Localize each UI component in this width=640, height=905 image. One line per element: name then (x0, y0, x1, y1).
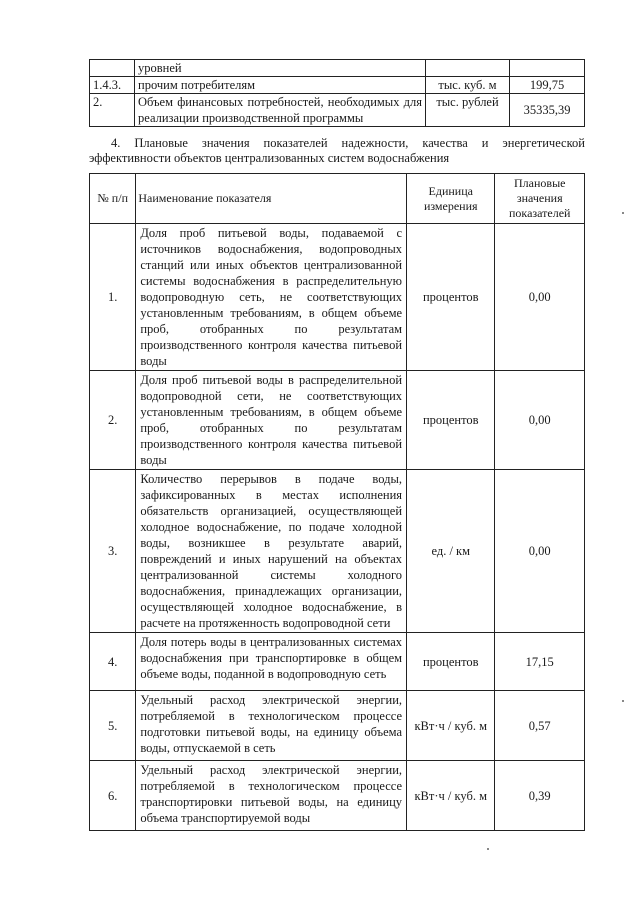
table-row (90, 761, 585, 831)
row-value: 199,75 (510, 77, 585, 94)
financial-table (89, 59, 585, 127)
table-row (90, 470, 585, 633)
row-value: 35335,39 (510, 94, 585, 127)
row-unit: процентов (407, 633, 495, 691)
table-row (90, 691, 585, 761)
header-number: № п/п (90, 174, 136, 224)
section-heading: 4. Плановые значения показателей надежности, качества и энергетической эффективности объектов централизованных систем водоснабжения (89, 136, 585, 165)
row-value: 17,15 (495, 633, 585, 691)
row-name: Количество перерывов в подаче воды, зафиксированных в местах исполнения обязательств организацией, осуществляющей холодное водоснабжение, по подаче холодной воды, возникшее в результате аварий, повреждений и иных нарушений на объектах централизованной системы холодного водоснабжения, принадлежащих организации, осуществляющей холодное водоснабжение, в расчете на протяженность водопроводной сети (136, 470, 407, 633)
row-number: 2. (90, 94, 135, 127)
row-value (510, 60, 585, 77)
table-header-row (90, 174, 585, 224)
header-name: Наименование показателя (136, 174, 407, 224)
header-unit: Единица измерения (407, 174, 495, 224)
row-number: 1. (90, 224, 136, 371)
row-number: 3. (90, 470, 136, 633)
row-value: 0,39 (495, 761, 585, 831)
row-name: Доля потерь воды в централизованных системах водоснабжения при транспортировке в общем объеме воды, поданной в водопроводную сеть (136, 633, 407, 691)
table-row (90, 633, 585, 691)
row-value: 0,00 (495, 470, 585, 633)
row-number (90, 60, 135, 77)
row-name: Удельный расход электрической энергии, потребляемой в технологическом процессе транспортировки питьевой воды, на единицу объема транспортируемой воды (136, 761, 407, 831)
scan-speck (622, 212, 624, 214)
row-number: 6. (90, 761, 136, 831)
row-number: 2. (90, 371, 136, 470)
row-number: 1.4.3. (90, 77, 135, 94)
row-name: уровней (135, 60, 426, 77)
row-unit: тыс. рублей (426, 94, 510, 127)
scan-speck (622, 700, 624, 702)
row-unit: процентов (407, 371, 495, 470)
row-name: Объем финансовых потребностей, необходимых для реализации производственной программы (135, 94, 426, 127)
row-name: Доля проб питьевой воды в распределительной водопроводной сети, не соответствующих установленным требованиям, в общем объеме проб, отобранных по результатам производственного контроля качества питьевой воды (136, 371, 407, 470)
row-value: 0,57 (495, 691, 585, 761)
row-unit: кВт·ч / куб. м (407, 761, 495, 831)
row-unit (426, 60, 510, 77)
row-unit: процентов (407, 224, 495, 371)
row-name: прочим потребителям (135, 77, 426, 94)
table-row (90, 224, 585, 371)
scan-speck (487, 848, 489, 850)
row-name: Доля проб питьевой воды, подаваемой с источников водоснабжения, водопроводных станций или иных объектов централизованной системы водоснабжения в распределительную водопроводную сеть, не соответствующих установленным требованиям, в общем объеме проб, отобранных по результатам производственного контроля качества питьевой воды (136, 224, 407, 371)
header-value: Плановые значения показателей (495, 174, 585, 224)
row-number: 4. (90, 633, 136, 691)
row-value: 0,00 (495, 371, 585, 470)
indicators-table (89, 173, 585, 831)
table-row (90, 371, 585, 470)
row-unit: ед. / км (407, 470, 495, 633)
table-row (90, 94, 585, 127)
table-row (90, 60, 585, 77)
row-name: Удельный расход электрической энергии, потребляемой в технологическом процессе подготовки питьевой воды, на единицу объема воды, отпускаемой в сеть (136, 691, 407, 761)
row-unit: кВт·ч / куб. м (407, 691, 495, 761)
row-number: 5. (90, 691, 136, 761)
row-unit: тыс. куб. м (426, 77, 510, 94)
row-value: 0,00 (495, 224, 585, 371)
table-row (90, 77, 585, 94)
